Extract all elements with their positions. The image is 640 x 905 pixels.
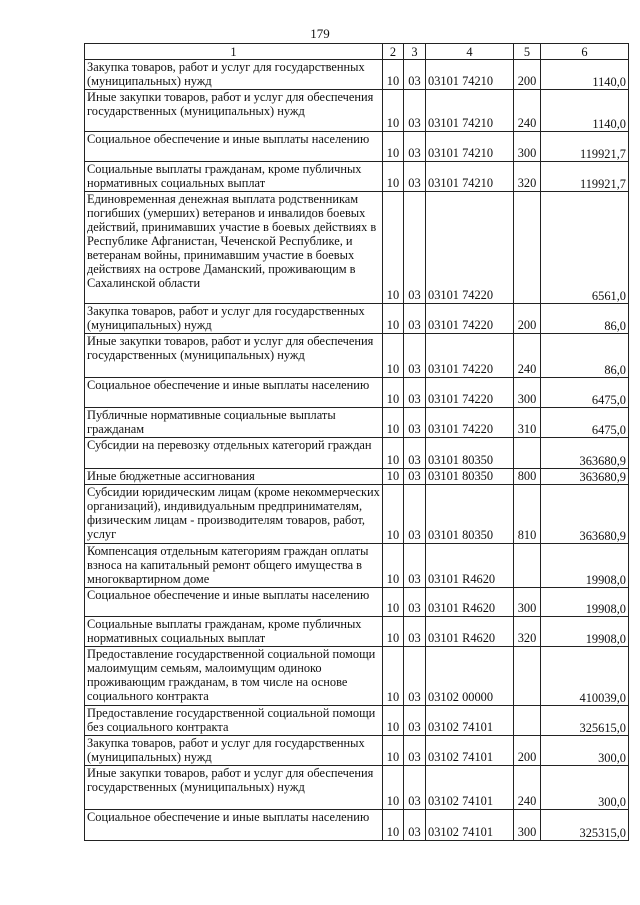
column-header-name: 1 — [85, 44, 383, 60]
row-subsection: 03 — [404, 588, 426, 617]
row-target-article: 03101 74220 — [426, 304, 514, 334]
row-expense-type: 300 — [514, 378, 541, 408]
row-section: 10 — [383, 766, 404, 810]
row-expense-type: 320 — [514, 162, 541, 192]
row-amount: 19908,0 — [541, 588, 629, 617]
row-name: Закупка товаров, работ и услуг для государственных (муниципальных) нужд — [85, 60, 383, 90]
row-name: Социальное обеспечение и иные выплаты населению — [85, 132, 383, 162]
row-target-article: 03102 74101 — [426, 706, 514, 736]
row-subsection: 03 — [404, 617, 426, 647]
row-target-article: 03101 R4620 — [426, 617, 514, 647]
row-name: Социальные выплаты гражданам, кроме публичных нормативных социальных выплат — [85, 617, 383, 647]
table-row — [85, 378, 629, 408]
row-target-article: 03101 74220 — [426, 378, 514, 408]
row-section: 10 — [383, 588, 404, 617]
row-expense-type — [514, 438, 541, 469]
row-amount: 363680,9 — [541, 438, 629, 469]
row-amount: 363680,9 — [541, 469, 629, 485]
table-row — [85, 438, 629, 469]
page-number: 179 — [310, 26, 330, 41]
row-expense-type: 320 — [514, 617, 541, 647]
row-expense-type: 240 — [514, 90, 541, 132]
row-expense-type — [514, 544, 541, 588]
row-name: Иные закупки товаров, работ и услуг для обеспечения государственных (муниципальных) нужд — [85, 90, 383, 132]
table-row — [85, 736, 629, 766]
row-name: Субсидии юридическим лицам (кроме некоммерческих организаций), индивидуальным предпринимателям, физическим лицам - производителям товаров, работ, услуг — [85, 485, 383, 544]
row-section: 10 — [383, 706, 404, 736]
row-subsection: 03 — [404, 438, 426, 469]
row-amount: 325615,0 — [541, 706, 629, 736]
row-subsection: 03 — [404, 810, 426, 841]
row-target-article: 03101 80350 — [426, 438, 514, 469]
row-target-article: 03101 74210 — [426, 132, 514, 162]
row-amount: 1140,0 — [541, 90, 629, 132]
row-section: 10 — [383, 485, 404, 544]
row-target-article: 03101 80350 — [426, 469, 514, 485]
row-name: Компенсация отдельным категориям граждан оплаты взноса на капитальный ремонт общего имущества в многоквартирном доме — [85, 544, 383, 588]
row-subsection: 03 — [404, 408, 426, 438]
budget-table — [84, 43, 629, 841]
row-amount: 19908,0 — [541, 544, 629, 588]
row-target-article: 03101 74220 — [426, 334, 514, 378]
row-name: Предоставление государственной социальной помощи без социального контракта — [85, 706, 383, 736]
row-amount: 86,0 — [541, 334, 629, 378]
row-subsection: 03 — [404, 736, 426, 766]
row-subsection: 03 — [404, 378, 426, 408]
row-expense-type: 800 — [514, 469, 541, 485]
table-row — [85, 132, 629, 162]
row-amount: 300,0 — [541, 736, 629, 766]
row-amount: 1140,0 — [541, 60, 629, 90]
row-subsection: 03 — [404, 304, 426, 334]
table-row — [85, 706, 629, 736]
row-target-article: 03101 74210 — [426, 90, 514, 132]
table-row — [85, 469, 629, 485]
row-target-article: 03101 74210 — [426, 60, 514, 90]
row-section: 10 — [383, 132, 404, 162]
table-row — [85, 766, 629, 810]
row-name: Закупка товаров, работ и услуг для государственных (муниципальных) нужд — [85, 736, 383, 766]
row-name: Социальные выплаты гражданам, кроме публичных нормативных социальных выплат — [85, 162, 383, 192]
row-expense-type — [514, 706, 541, 736]
row-subsection: 03 — [404, 485, 426, 544]
row-section: 10 — [383, 378, 404, 408]
row-expense-type: 300 — [514, 810, 541, 841]
row-amount: 119921,7 — [541, 132, 629, 162]
column-header-subsection: 3 — [404, 44, 426, 60]
row-expense-type: 240 — [514, 334, 541, 378]
row-expense-type — [514, 647, 541, 706]
row-target-article: 03101 74210 — [426, 162, 514, 192]
row-subsection: 03 — [404, 544, 426, 588]
table-row — [85, 647, 629, 706]
table-row — [85, 162, 629, 192]
column-header-section: 2 — [383, 44, 404, 60]
row-subsection: 03 — [404, 766, 426, 810]
row-target-article: 03102 74101 — [426, 766, 514, 810]
row-section: 10 — [383, 162, 404, 192]
row-expense-type: 240 — [514, 766, 541, 810]
table-row — [85, 192, 629, 304]
table-row — [85, 485, 629, 544]
row-expense-type: 310 — [514, 408, 541, 438]
row-amount: 6475,0 — [541, 378, 629, 408]
row-target-article: 03102 74101 — [426, 736, 514, 766]
row-expense-type: 300 — [514, 588, 541, 617]
row-section: 10 — [383, 736, 404, 766]
row-section: 10 — [383, 810, 404, 841]
row-name: Иные закупки товаров, работ и услуг для обеспечения государственных (муниципальных) нужд — [85, 766, 383, 810]
row-subsection: 03 — [404, 60, 426, 90]
row-target-article: 03101 74220 — [426, 192, 514, 304]
row-name: Социальное обеспечение и иные выплаты населению — [85, 378, 383, 408]
row-amount: 300,0 — [541, 766, 629, 810]
row-section: 10 — [383, 469, 404, 485]
row-name: Публичные нормативные социальные выплаты гражданам — [85, 408, 383, 438]
row-target-article: 03102 00000 — [426, 647, 514, 706]
row-section: 10 — [383, 60, 404, 90]
row-name: Субсидии на перевозку отдельных категорий граждан — [85, 438, 383, 469]
row-name: Предоставление государственной социальной помощи малоимущим семьям, малоимущим одиноко проживающим гражданам, в том числе на основе социального контракта — [85, 647, 383, 706]
row-name: Закупка товаров, работ и услуг для государственных (муниципальных) нужд — [85, 304, 383, 334]
table-row — [85, 408, 629, 438]
row-amount: 6475,0 — [541, 408, 629, 438]
table-row — [85, 810, 629, 841]
row-name: Иные закупки товаров, работ и услуг для обеспечения государственных (муниципальных) нужд — [85, 334, 383, 378]
row-subsection: 03 — [404, 132, 426, 162]
row-amount: 363680,9 — [541, 485, 629, 544]
table-row — [85, 60, 629, 90]
row-name: Социальное обеспечение и иные выплаты населению — [85, 810, 383, 841]
row-section: 10 — [383, 304, 404, 334]
row-section: 10 — [383, 438, 404, 469]
row-expense-type: 300 — [514, 132, 541, 162]
row-amount: 6561,0 — [541, 192, 629, 304]
column-header-amount: 6 — [541, 44, 629, 60]
row-subsection: 03 — [404, 706, 426, 736]
row-target-article: 03101 R4620 — [426, 544, 514, 588]
table-row — [85, 90, 629, 132]
row-section: 10 — [383, 192, 404, 304]
table-row — [85, 588, 629, 617]
row-name: Единовременная денежная выплата родственникам погибших (умерших) ветеранов и инвалидов боевых действий, принимавших участие в боевых действиях в Республике Афганистан, Чеченской Республике, и ветеранам войны, принимавшим участие в боевых действиях на острове Даманский, проживающим в Сахалинской области — [85, 192, 383, 304]
row-target-article: 03102 74101 — [426, 810, 514, 841]
row-subsection: 03 — [404, 647, 426, 706]
table-row — [85, 544, 629, 588]
row-target-article: 03101 R4620 — [426, 588, 514, 617]
table-row — [85, 617, 629, 647]
row-subsection: 03 — [404, 90, 426, 132]
row-expense-type: 200 — [514, 304, 541, 334]
row-section: 10 — [383, 334, 404, 378]
row-subsection: 03 — [404, 162, 426, 192]
row-target-article: 03101 74220 — [426, 408, 514, 438]
row-amount: 86,0 — [541, 304, 629, 334]
row-section: 10 — [383, 544, 404, 588]
row-amount: 410039,0 — [541, 647, 629, 706]
table-row — [85, 334, 629, 378]
row-section: 10 — [383, 647, 404, 706]
column-header-expense-type: 5 — [514, 44, 541, 60]
row-subsection: 03 — [404, 334, 426, 378]
row-expense-type: 200 — [514, 60, 541, 90]
row-amount: 19908,0 — [541, 617, 629, 647]
column-header-target-article: 4 — [426, 44, 514, 60]
row-expense-type: 200 — [514, 736, 541, 766]
row-name: Иные бюджетные ассигнования — [85, 469, 383, 485]
row-amount: 325315,0 — [541, 810, 629, 841]
row-name: Социальное обеспечение и иные выплаты населению — [85, 588, 383, 617]
row-amount: 119921,7 — [541, 162, 629, 192]
row-section: 10 — [383, 90, 404, 132]
table-header-row — [85, 44, 629, 60]
row-expense-type: 810 — [514, 485, 541, 544]
row-target-article: 03101 80350 — [426, 485, 514, 544]
row-expense-type — [514, 192, 541, 304]
row-section: 10 — [383, 408, 404, 438]
row-subsection: 03 — [404, 469, 426, 485]
row-section: 10 — [383, 617, 404, 647]
table-body — [85, 60, 629, 841]
row-subsection: 03 — [404, 192, 426, 304]
table-row — [85, 304, 629, 334]
